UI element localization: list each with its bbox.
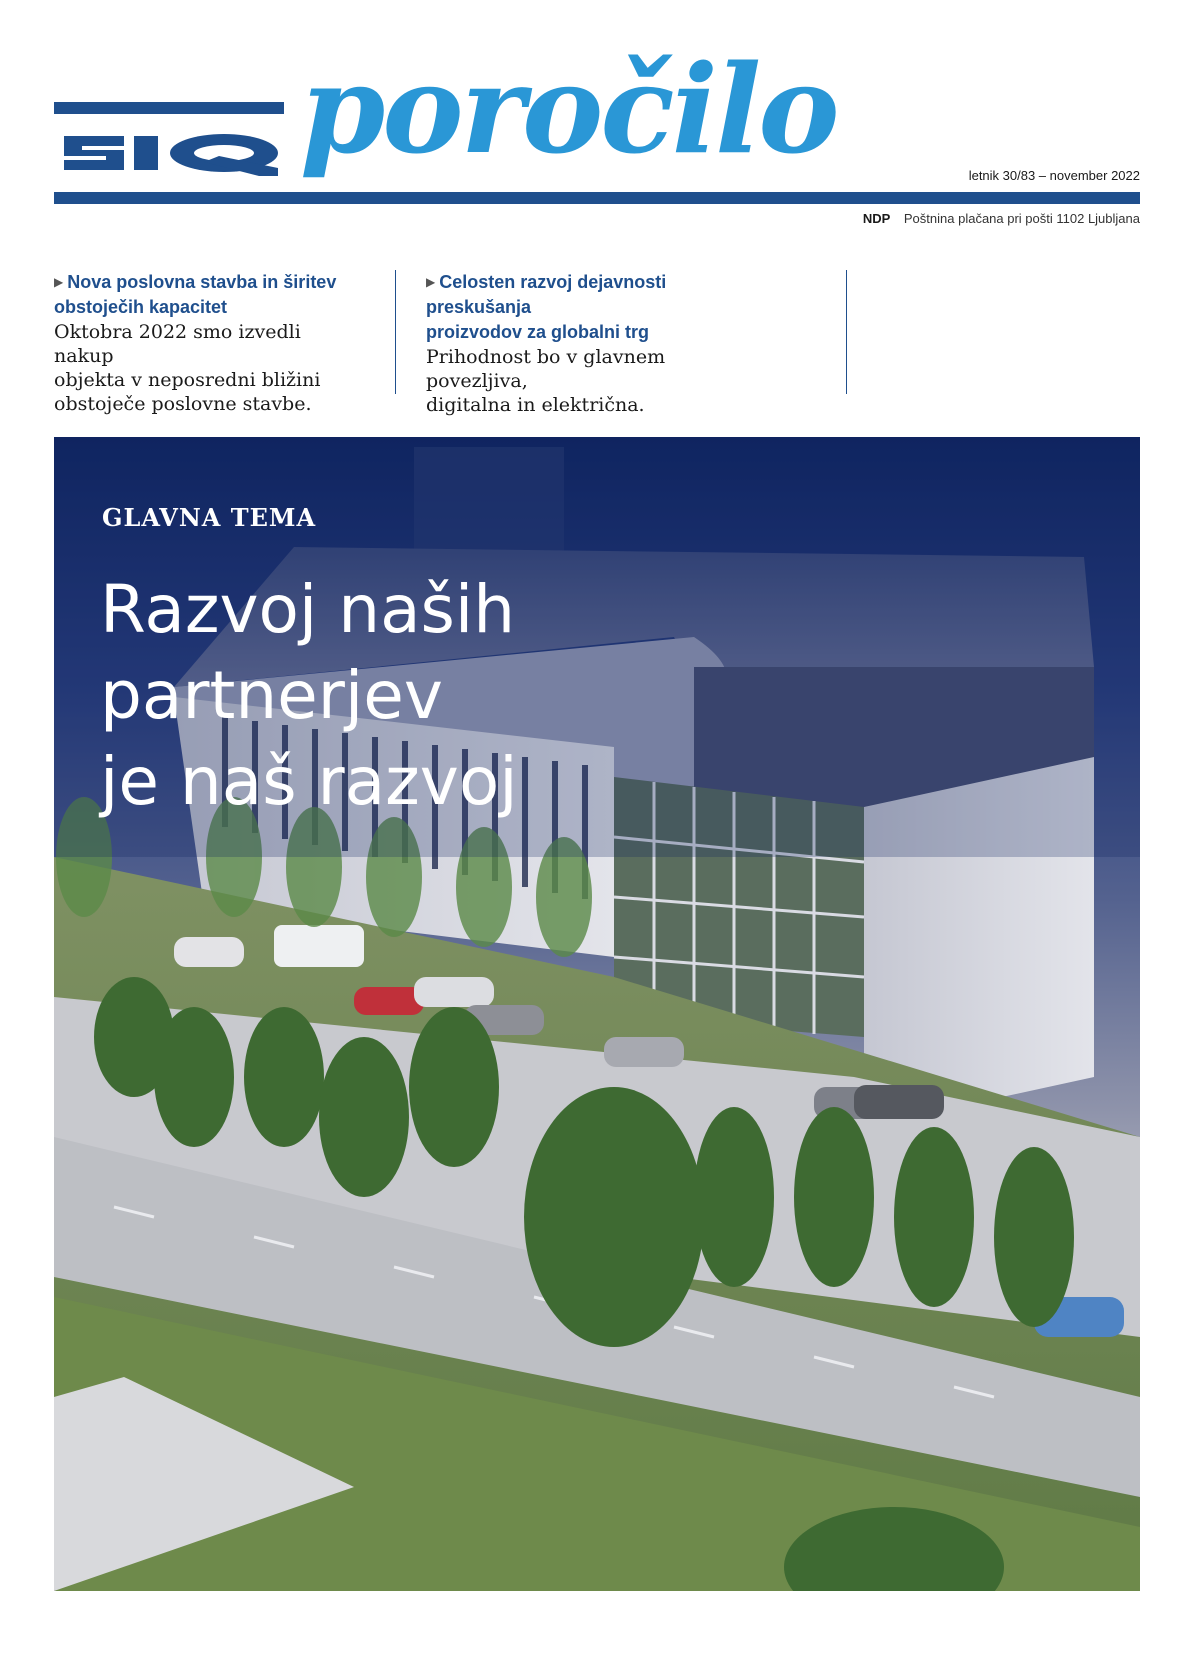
teaser-heading-line: Nova poslovna stavba in širitev (67, 272, 337, 292)
teaser-body-line: objekta v neposredni bližini (54, 369, 321, 391)
column-divider (395, 270, 396, 394)
teaser-body-line: Oktobra 2022 smo izvedli nakup (54, 321, 301, 367)
triangle-right-icon: ▶ (426, 275, 436, 289)
teaser-testing-development[interactable] (426, 270, 736, 416)
teaser-body-line: Prihodnost bo v glavnem povezljiva, (426, 346, 666, 392)
publication-title: poročilo (300, 37, 837, 181)
postage-text: Poštnina plačana pri pošti 1102 Ljubljana (903, 211, 1140, 226)
logo-top-bar (54, 102, 284, 114)
logo-wordmark-graphic (54, 122, 284, 184)
postage-code: NDP (862, 211, 891, 226)
cover-headline[interactable] (100, 567, 620, 825)
teaser-body-line: digitalna in električna. (426, 394, 645, 416)
teaser-body (426, 345, 736, 417)
teaser-heading[interactable] (426, 270, 736, 345)
teaser-body (54, 320, 364, 416)
masthead-rule (54, 192, 1140, 204)
headline-line: Razvoj naših (100, 571, 516, 648)
cover-hero[interactable] (54, 437, 1140, 1591)
teaser-new-building[interactable] (54, 270, 364, 415)
teaser-heading-line: proizvodov za globalni trg (426, 322, 650, 342)
headline-line: partnerjev (100, 657, 443, 734)
section-kicker: GLAVNA TEMA (102, 503, 317, 532)
teaser-heading-line: Celosten razvoj dejavnosti preskušanja (426, 272, 667, 317)
siq-logo (54, 102, 284, 204)
masthead (0, 0, 1186, 240)
column-divider (846, 270, 847, 394)
teaser-body-line: obstoječe poslovne stavbe. (54, 393, 312, 415)
teaser-heading[interactable] (54, 270, 364, 320)
teaser-heading-line: obstoječih kapacitet (54, 297, 228, 317)
issue-info: letnik 30/83 – november 2022 (968, 168, 1140, 183)
headline-line: je naš razvoj (100, 743, 518, 820)
teaser-row (54, 270, 1140, 416)
triangle-right-icon: ▶ (54, 275, 64, 289)
postage-line (863, 211, 1140, 226)
